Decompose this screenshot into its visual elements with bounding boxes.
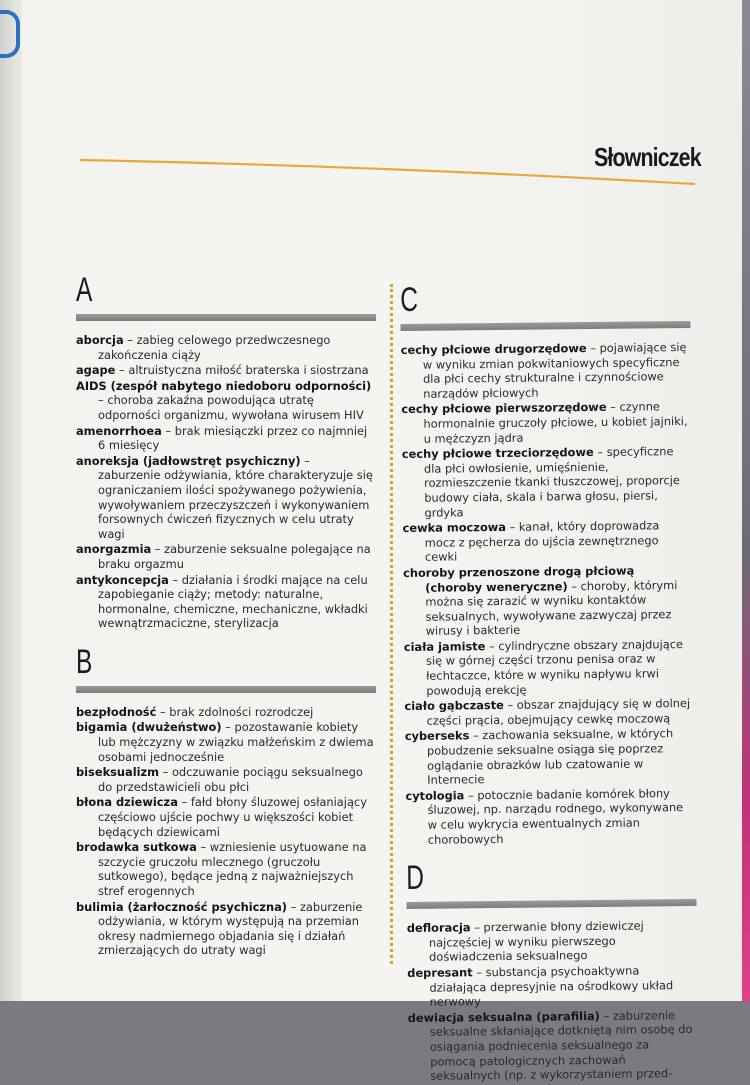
glossary-term: cyberseks bbox=[404, 728, 470, 744]
glossary-term: defloracja bbox=[406, 920, 471, 936]
glossary-term: depresant bbox=[407, 965, 473, 980]
section-bar bbox=[76, 314, 376, 321]
section-letter: D bbox=[406, 858, 425, 898]
glossary-definition: – altruistyczna miłość braterska i siostrzana bbox=[115, 363, 369, 378]
glossary-term: biseksualizm bbox=[76, 765, 160, 780]
glossary-definition: – specyficzne dla płci owłosienie, umięśnienie, rozmieszczenie tkanki tłuszczowej, proporcje budowy ciała, skala i barwa głosu, piersi, grdyka bbox=[423, 444, 680, 520]
glossary-definition: – czynne hormonalnie gruczoły płciowe, u kobiet jajniki, u mężczyzn jądra bbox=[423, 399, 688, 446]
glossary-definition: – zachowania seksualne, w których pobudzenie seksualne osiąga się poprzez oglądanie obrazków lub czatowanie w Internecie bbox=[426, 726, 674, 787]
glossary-term: ciało gąbczaste bbox=[404, 698, 504, 714]
glossary-definition: – zaburzenie odżywiania, które charakteryzuje się ograniczaniem ilości spożywanego pożywienia, wywoływaniem przeczyszczeń i wykonywaniem forsownych ćwiczeń fizycznych w celu utraty wagi bbox=[98, 453, 373, 541]
section-bar bbox=[76, 686, 376, 693]
glossary-entry bbox=[407, 918, 697, 965]
glossary-term: choroby przenoszone drogą płciową (choroby weneryczne) bbox=[402, 563, 635, 595]
section-gap bbox=[76, 632, 376, 642]
glossary-entry bbox=[402, 444, 693, 520]
glossary-definition: – zabieg celowego przedwczesnego zakończenia ciąży bbox=[98, 333, 331, 362]
glossary-term: błona dziewicza bbox=[76, 795, 178, 810]
glossary-definition: – pozostawanie kobiety lub mężczyzny w związku małżeńskim z dwiema osobami jednocześnie bbox=[98, 720, 374, 764]
background-strip bbox=[742, 0, 750, 1001]
glossary-term: anoreksja (jadłowstręt psychiczny) bbox=[76, 453, 301, 468]
book-spine bbox=[0, 0, 22, 1001]
glossary-definition: – fałd błony śluzowej osłaniający częściowo ujście pochwy u większości kobiet będących dziewicami bbox=[98, 795, 367, 839]
section-letter: A bbox=[76, 271, 93, 309]
glossary-term: cechy płciowe drugorzędowe bbox=[400, 341, 587, 357]
glossary-definition: – wzniesienie usytuowane na szczycie gruczołu mlecznego (gruczołu sutkowego), będące jedną z najważniejszych stref erogennych bbox=[98, 840, 367, 898]
section-letter: C bbox=[400, 280, 419, 319]
page-corner-mark bbox=[0, 10, 20, 58]
glossary-term: ciała jamiste bbox=[403, 639, 486, 654]
glossary-term: brodawka sutkowa bbox=[76, 840, 197, 855]
glossary-definition: – odczuwanie pociągu seksualnego do przedstawicieli obu płci bbox=[98, 765, 363, 794]
glossary-entry bbox=[76, 542, 376, 571]
glossary-definition: – obszar znajdujący się w dolnej części prącia, obejmujący cewkę moczową bbox=[426, 696, 691, 728]
glossary-entry bbox=[401, 399, 691, 446]
glossary-term: antykoncepcja bbox=[76, 572, 169, 587]
column-left bbox=[76, 270, 376, 959]
glossary-entry bbox=[76, 840, 376, 898]
glossary-term: cewka moczowa bbox=[402, 520, 507, 536]
glossary-term: bezpłodność bbox=[76, 704, 157, 719]
glossary-entry bbox=[405, 726, 696, 787]
glossary-entry bbox=[401, 340, 692, 401]
glossary-entry bbox=[76, 720, 376, 764]
glossary-definition: – brak zdolności rozrodczej bbox=[156, 704, 314, 719]
section-letter: B bbox=[76, 642, 93, 681]
column-right bbox=[400, 277, 698, 1085]
glossary-entry bbox=[405, 786, 696, 847]
glossary-term: cechy płciowe pierwszorzędowe bbox=[401, 400, 607, 417]
glossary-entry bbox=[404, 696, 694, 728]
glossary-definition: – choroba zakaźna powodująca utratę odporności organizmu, wywołana wirusem HIV bbox=[98, 393, 364, 422]
glossary-entry bbox=[403, 563, 694, 639]
glossary-term: AIDS (zespół nabytego niedoboru odporności) bbox=[76, 378, 372, 393]
section-bar bbox=[407, 899, 697, 909]
glossary-definition: – substancja psychoaktywna działająca depresyjnie na ośrodkowy układ nerwowy bbox=[429, 963, 674, 1009]
glossary-definition: – zaburzenie seksualne polegające na braku orgazmu bbox=[98, 542, 371, 571]
glossary-definition: – brak miesiączki przez co najmniej 6 miesięcy bbox=[98, 423, 368, 453]
glossary-term: aborcja bbox=[76, 333, 124, 347]
glossary-term: cytologia bbox=[405, 788, 465, 803]
glossary-entry bbox=[76, 424, 376, 453]
glossary-term: cechy płciowe trzeciorzędowe bbox=[401, 445, 594, 462]
glossary-entry bbox=[408, 1008, 699, 1084]
glossary-entry bbox=[76, 454, 376, 542]
glossary-definition: – zaburzenie seksualne skłaniające dotkniętą nim osobę do osiągania podniecenia seksualnego za pomocą patologicznych zachowań seksualnych (np. z wykorzystaniem przed- bbox=[429, 1007, 693, 1083]
glossary-definition: – działania i środki mające na celu zapobieganie ciąży; metody: naturalne, hormonalne, chemiczne, mechaniczne, wkładki wewnątrzmaciczne, sterylizacja bbox=[98, 572, 368, 631]
glossary-entry bbox=[403, 518, 693, 565]
column-separator bbox=[390, 284, 393, 964]
glossary-definition: – zaburzenie odżywiania, w którym występują na przemian okresy nadmiernego objadania się i działań zmierzających do utraty wagi bbox=[98, 899, 363, 958]
glossary-definition: – kanał, który doprowadza mocz z pęcherza do ujścia zewnętrznego cewki bbox=[424, 518, 660, 565]
section-bar bbox=[400, 321, 690, 331]
glossary-entry bbox=[76, 573, 376, 631]
glossary-entry bbox=[76, 900, 376, 958]
glossary-term: anorgazmia bbox=[76, 542, 152, 557]
glossary-term: amenorrhoea bbox=[76, 423, 162, 438]
glossary-term: bigamia (dwużeństwo) bbox=[76, 720, 222, 735]
glossary-definition: – choroby, którymi można się zarazić w wyniku kontaktów seksualnych, wywoływane zazwyczaj przez wirusy i bakterie bbox=[425, 577, 678, 639]
glossary-entry bbox=[76, 795, 376, 839]
glossary-definition: – cylindryczne obszary znajdujące się w górnej części trzonu penisa oraz w łechtaczce, które w wyniku napływu krwi powodują erekcję bbox=[425, 636, 684, 698]
glossary-entry bbox=[76, 333, 376, 362]
glossary-entry bbox=[76, 379, 376, 423]
page-title: Słowniczek bbox=[594, 142, 701, 172]
glossary-definition: – przerwanie błony dziewiczej najczęściej w wyniku pierwszego doświadczenia seksualnego bbox=[428, 918, 644, 965]
glossary-entry bbox=[404, 637, 695, 698]
glossary-entry bbox=[76, 705, 376, 720]
glossary-entry bbox=[407, 963, 697, 1010]
glossary-entry bbox=[76, 765, 376, 794]
glossary-definition: – potocznie badanie komórek błony śluzowej, np. narządu rodnego, wykonywane w celu wykrycia ewentualnych zmian chorobowych bbox=[427, 786, 684, 847]
glossary-term: bulimia (żarłoczność psychiczna) bbox=[76, 899, 288, 914]
glossary-entry bbox=[76, 363, 376, 378]
glossary-term: dewiacja seksualna (parafilia) bbox=[407, 1008, 600, 1025]
glossary-term: agape bbox=[76, 363, 116, 378]
glossary-definition: – pojawiające się w wyniku zmian pokwitaniowych specyficzne dla płci cechy strukturalne i czynnościowe narządów płciowych bbox=[422, 340, 687, 401]
